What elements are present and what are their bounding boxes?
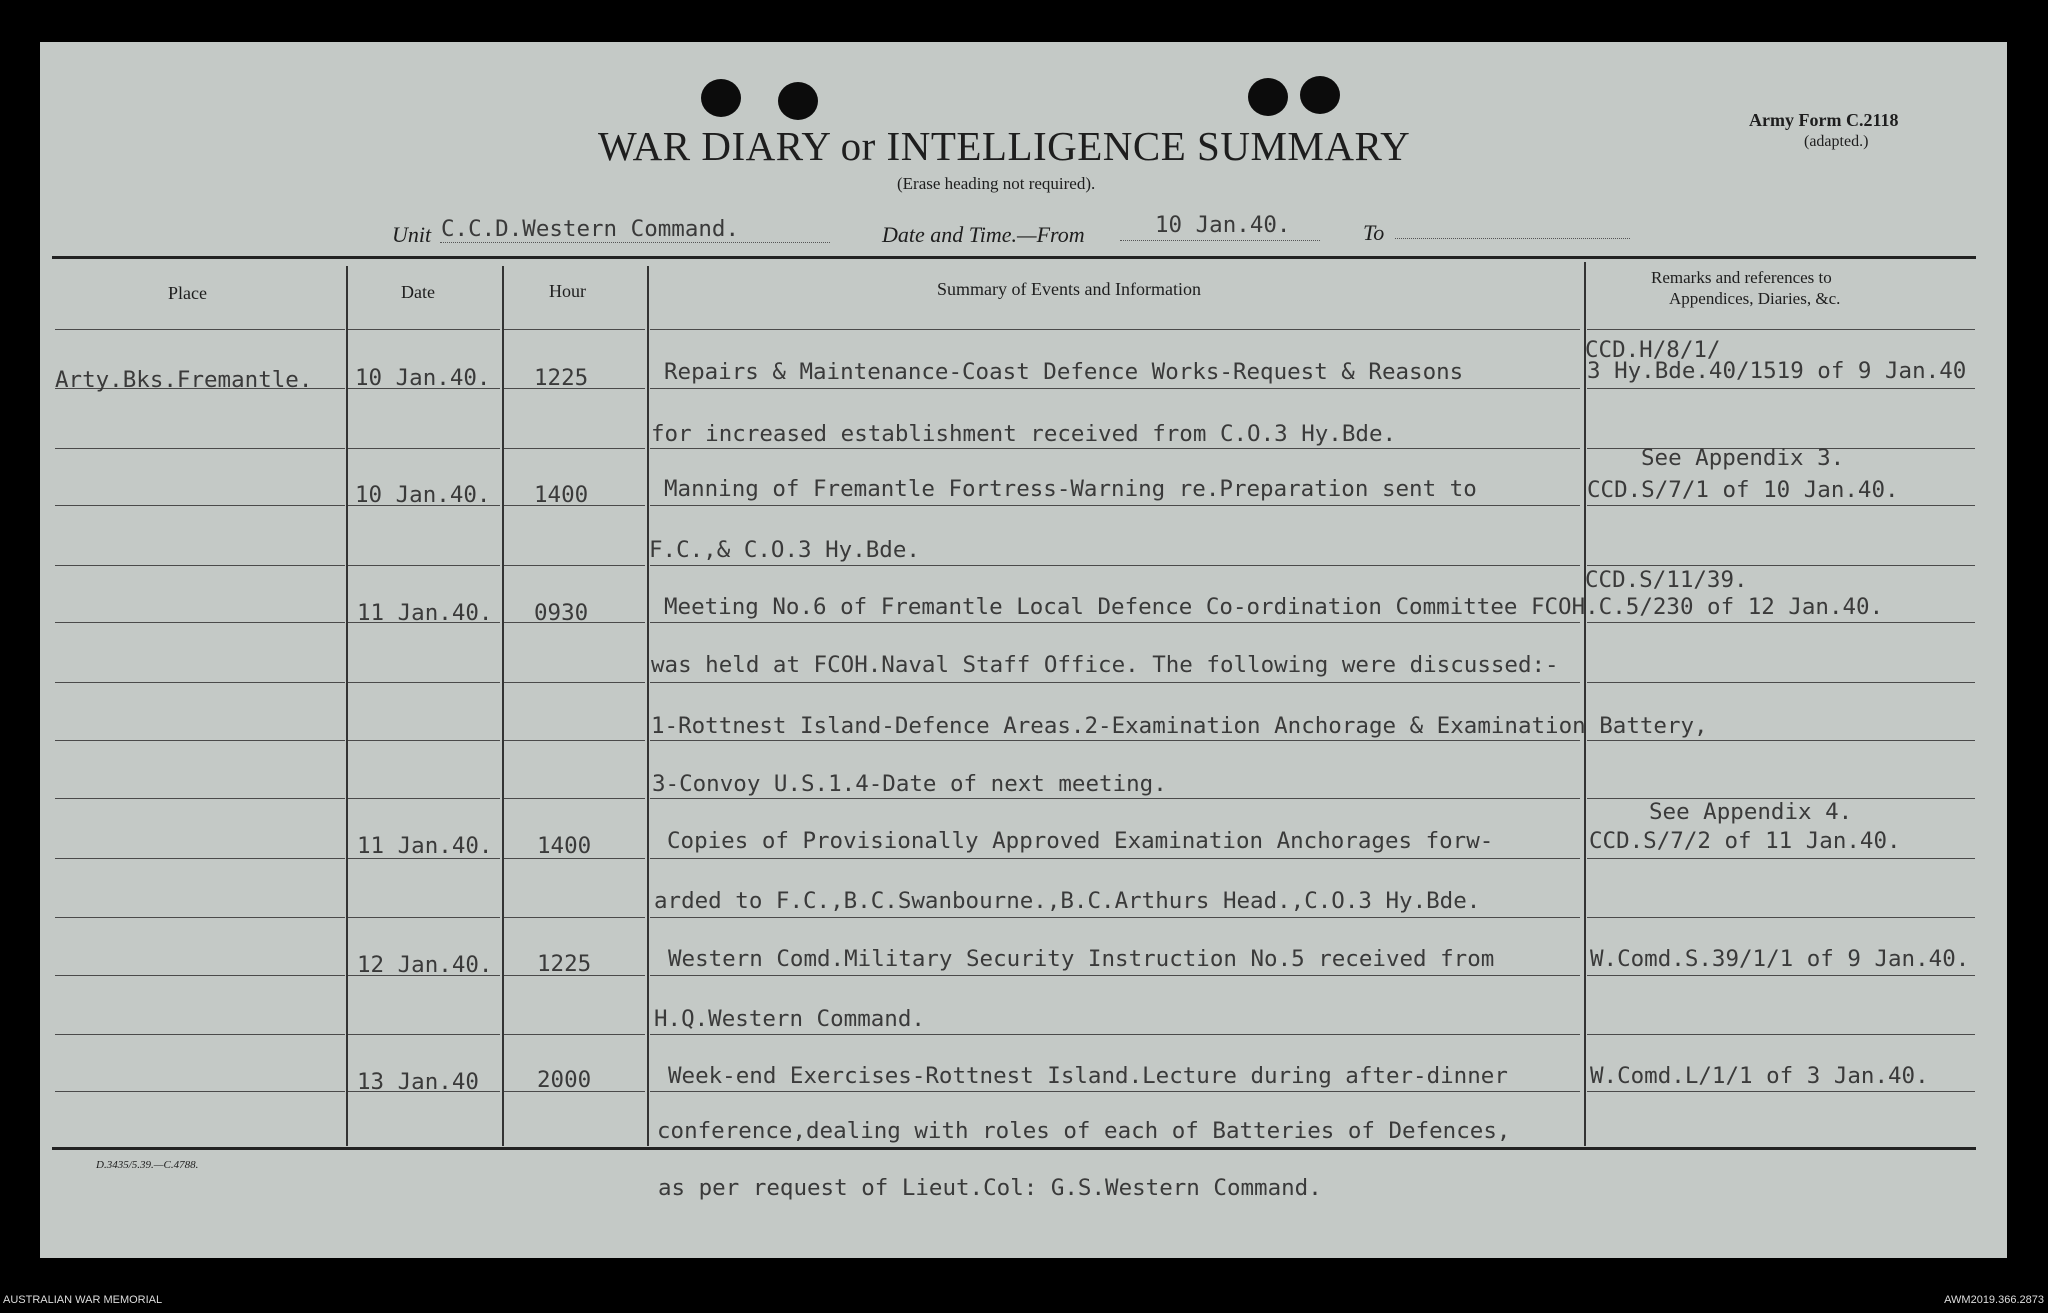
unit-underline <box>440 242 830 243</box>
remarks-cell: CCD.S/11/39. <box>1585 567 1748 593</box>
remarks-cell: 3 Hy.Bde.40/1519 of 9 Jan.40 <box>1587 358 1967 384</box>
punch-hole <box>701 79 741 117</box>
summary-line: was held at FCOH.Naval Staff Office. The following were discussed:- <box>651 652 1559 678</box>
ruled-line <box>55 622 345 623</box>
ruled-line <box>1587 682 1975 683</box>
hour-cell: 1400 <box>537 833 592 859</box>
column-divider <box>1584 262 1586 1146</box>
summary-line: 3-Convoy U.S.1.4-Date of next meeting. <box>652 771 1167 797</box>
summary-line: Meeting No.6 of Fremantle Local Defence Co-ordination Committee FCOH.C.5/230 of 12 Jan.40. <box>664 594 1884 620</box>
place-cell: Arty.Bks.Fremantle. <box>55 367 313 393</box>
date-cell: 13 Jan.40 <box>357 1069 479 1095</box>
ruled-line <box>55 682 345 683</box>
column-header-remarks: Remarks and references to <box>1651 268 1832 287</box>
adapted-label: (adapted.) <box>1804 133 1869 150</box>
ruled-line <box>650 798 1580 799</box>
ruled-line <box>55 1034 345 1035</box>
column-divider <box>647 266 649 1146</box>
ruled-line <box>348 329 500 330</box>
column-header-summary: Summary of Events and Information <box>937 279 1201 299</box>
ruled-line <box>1587 622 1975 623</box>
punch-hole <box>778 82 818 120</box>
table-top-rule <box>52 256 1976 259</box>
page-title: WAR DIARY or INTELLIGENCE SUMMARY <box>598 123 1411 169</box>
to-label: To <box>1363 220 1385 245</box>
army-form-label: Army Form C.2118 <box>1749 110 1899 130</box>
column-divider <box>502 266 504 1146</box>
ruled-line <box>1587 975 1975 976</box>
ruled-line <box>348 798 500 799</box>
ruled-line <box>348 740 500 741</box>
ruled-line <box>1587 740 1975 741</box>
summary-line: as per request of Lieut.Col: G.S.Western Command. <box>658 1175 1322 1201</box>
remarks-cell: W.Comd.L/1/1 of 3 Jan.40. <box>1590 1063 1929 1089</box>
ruled-line <box>55 858 345 859</box>
remarks-cell: CCD.S/7/1 of 10 Jan.40. <box>1587 477 1899 503</box>
unit-label: Unit <box>392 222 432 247</box>
unit-value: C.C.D.Western Command. <box>441 216 740 242</box>
print-code: D.3435/5.39.—C.4788. <box>96 1159 199 1171</box>
summary-line: Week-end Exercises-Rottnest Island.Lecture during after-dinner <box>668 1063 1508 1089</box>
date-cell: 10 Jan.40. <box>355 482 491 508</box>
ruled-line <box>650 975 1580 976</box>
ruled-line <box>650 388 1580 389</box>
ruled-line <box>504 740 645 741</box>
column-header-remarks: Appendices, Diaries, &c. <box>1669 289 1841 308</box>
ruled-line <box>504 917 645 918</box>
page-subtitle: (Erase heading not required). <box>897 174 1096 193</box>
column-header-hour: Hour <box>549 281 586 301</box>
table-bottom-rule <box>52 1147 1976 1150</box>
ruled-line <box>55 505 345 506</box>
hour-cell: 2000 <box>537 1067 592 1093</box>
ruled-line <box>650 682 1580 683</box>
ruled-line <box>650 1091 1580 1092</box>
column-header-place: Place <box>168 283 207 303</box>
date-cell: 12 Jan.40. <box>357 952 493 978</box>
hour-cell: 1400 <box>534 482 589 508</box>
footer-accession: AWM2019.366.2873 <box>1944 1294 2044 1306</box>
summary-line: 1-Rottnest Island-Defence Areas.2-Examination Anchorage & Examination Battery, <box>651 713 1708 739</box>
ruled-line <box>348 565 500 566</box>
ruled-line <box>650 917 1580 918</box>
remarks-cell: CCD.H/8/1/ <box>1585 337 1721 363</box>
ruled-line <box>504 565 645 566</box>
ruled-line <box>650 505 1580 506</box>
ruled-line <box>55 1091 345 1092</box>
ruled-line <box>348 1034 500 1035</box>
ruled-line <box>504 798 645 799</box>
column-divider <box>346 266 348 1146</box>
summary-line: for increased establishment received from C.O.3 Hy.Bde. <box>651 421 1397 447</box>
ruled-line <box>650 740 1580 741</box>
ruled-line <box>1587 1034 1975 1035</box>
summary-line: F.C.,& C.O.3 Hy.Bde. <box>649 537 920 563</box>
ruled-line <box>55 565 345 566</box>
date-time-label: Date and Time.—From <box>882 222 1085 247</box>
ruled-line <box>1587 505 1975 506</box>
hour-cell: 1225 <box>537 951 592 977</box>
ruled-line <box>55 448 345 449</box>
footer-credit: AUSTRALIAN WAR MEMORIAL <box>3 1294 163 1306</box>
ruled-line <box>1587 858 1975 859</box>
ruled-line <box>650 858 1580 859</box>
ruled-line <box>55 917 345 918</box>
date-cell: 10 Jan.40. <box>355 365 491 391</box>
ruled-line <box>504 682 645 683</box>
ruled-line <box>504 329 645 330</box>
ruled-line <box>650 622 1580 623</box>
summary-line: Manning of Fremantle Fortress-Warning re.Preparation sent to <box>664 476 1477 502</box>
ruled-line <box>55 740 345 741</box>
ruled-line <box>1587 388 1975 389</box>
ruled-line <box>504 448 645 449</box>
remarks-cell: CCD.S/7/2 of 11 Jan.40. <box>1589 828 1901 854</box>
summary-line: Copies of Provisionally Approved Examination Anchorages forw- <box>667 828 1494 854</box>
summary-line: Western Comd.Military Security Instruction No.5 received from <box>668 946 1495 972</box>
punch-hole <box>1300 76 1340 114</box>
ruled-line <box>1587 565 1975 566</box>
summary-line: arded to F.C.,B.C.Swanbourne.,B.C.Arthurs Head.,C.O.3 Hy.Bde. <box>654 888 1481 914</box>
ruled-line <box>55 329 345 330</box>
ruled-line <box>1587 1091 1975 1092</box>
remarks-cell: See Appendix 3. <box>1641 445 1845 471</box>
hour-cell: 1225 <box>534 365 589 391</box>
ruled-line <box>348 448 500 449</box>
summary-line: conference,dealing with roles of each of Batteries of Defences, <box>657 1118 1511 1144</box>
remarks-cell: W.Comd.S.39/1/1 of 9 Jan.40. <box>1590 946 1970 972</box>
remarks-cell: See Appendix 4. <box>1649 799 1853 825</box>
ruled-line <box>348 917 500 918</box>
ruled-line <box>650 448 1580 449</box>
ruled-line <box>348 682 500 683</box>
ruled-line <box>55 975 345 976</box>
summary-line: Repairs & Maintenance-Coast Defence Works-Request & Reasons <box>664 359 1464 385</box>
ruled-line <box>1587 329 1975 330</box>
ruled-line <box>504 1034 645 1035</box>
summary-line: H.Q.Western Command. <box>654 1006 925 1032</box>
ruled-line <box>55 798 345 799</box>
date-from-value: 10 Jan.40. <box>1155 212 1291 238</box>
date-to-underline <box>1395 238 1630 239</box>
punch-hole <box>1248 78 1288 116</box>
ruled-line <box>1587 917 1975 918</box>
date-cell: 11 Jan.40. <box>357 833 493 859</box>
hour-cell: 0930 <box>534 600 589 626</box>
ruled-line <box>650 329 1580 330</box>
column-header-date: Date <box>401 282 435 302</box>
date-from-underline <box>1120 240 1320 241</box>
ruled-line <box>650 1034 1580 1035</box>
date-cell: 11 Jan.40. <box>357 600 493 626</box>
ruled-line <box>650 565 1580 566</box>
